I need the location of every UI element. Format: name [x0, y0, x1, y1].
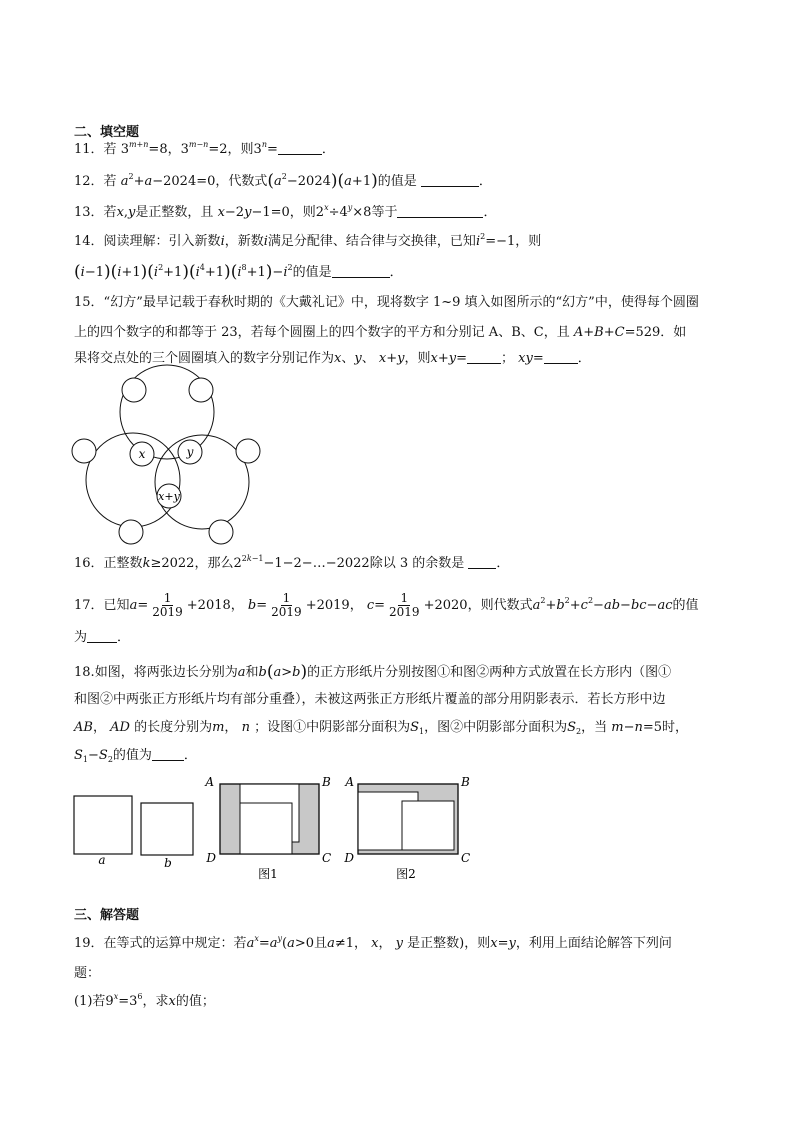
- label-x: x: [138, 447, 146, 461]
- label-b: b: [164, 856, 172, 870]
- node-right-outer: [236, 439, 260, 463]
- svg-text:B: B: [322, 775, 331, 789]
- question-14-line-1: 14．阅读理解：引入新数i，新数i满足分配律、结合律与交换律，已知$i^2=-1$，则: [74, 232, 542, 249]
- question-15-line-2: 上的四个数字的和都等于 23，若每个圆圈上的四个数字的平方和分别记 A、B、C，且 A+B+C=529．如: [74, 325, 687, 340]
- fig-1-caption: 图1: [258, 867, 278, 881]
- figure-2: [358, 784, 458, 854]
- question-17-line-1: 17．已知a= $\frac{1}{2019}$ +2018， b= $\frac{1}{2019}$ +2019， c= $\frac{1}{2019}$ +2020，则代数式$a^2+b^2+c^2-ab-bc-ac$的值: [74, 591, 699, 619]
- question-17-line-2: 为 ．: [74, 630, 131, 645]
- question-19-line-1: 19．在等式的运算中规定：若$a^x=a^y(a>0$且a≠1， x， y 是正整数)，则x=y，利用上面结论解答下列问: [74, 934, 672, 951]
- answer-blank[interactable]: [87, 630, 117, 643]
- answer-blank[interactable]: [544, 351, 578, 364]
- question-19-line-2: 题：: [74, 966, 101, 981]
- answer-blank[interactable]: [152, 748, 184, 761]
- square-b: [141, 803, 193, 855]
- question-19-line-3: (1)若$9^x=3^6$，求x的值；: [74, 992, 215, 1009]
- question-13: 13．若x,y是正整数，且 x−2y−1=0，则$2^x\div 4^y\times 8$等于 ．: [74, 203, 497, 220]
- node-top-left: [122, 378, 146, 402]
- section-title-answer: 三、解答题: [74, 908, 140, 923]
- question-18-line-2: 和图②中两张正方形纸片均有部分重叠），未被这两张正方形纸片覆盖的部分用阴影表示．若长方形中边: [74, 692, 666, 707]
- label-x-plus-y: x+y: [158, 490, 180, 503]
- fig-2-caption: 图2: [396, 867, 416, 881]
- node-left-outer: [72, 439, 96, 463]
- figure-1: [220, 784, 319, 854]
- section-title-fill-blank: 二、填空题: [74, 125, 140, 140]
- question-18-line-3: AB， AD 的长度分别为m， n ；设图①中阴影部分面积为$S_1$，图②中阴影部分面积为$S_2$，当 m−n=5时，: [74, 720, 689, 736]
- label-a: a: [98, 853, 106, 867]
- node-top-right: [189, 378, 213, 402]
- answer-blank[interactable]: [421, 174, 479, 187]
- question-14-line-2: $(i-1)(i+1)(i^2+1)(i^4+1)(i^8+1)-i^2$的值是 ．: [74, 262, 403, 282]
- node-right-bottom: [209, 520, 233, 544]
- question-11: 11．若 $3^{m+n}=8$，$3^{m-n}=2$，则$3^n=$ ．: [74, 140, 335, 157]
- svg-text:A: A: [345, 775, 354, 789]
- node-left-bottom: [119, 520, 143, 544]
- question-16: 16．正整数k≥2022，那么$2^{2k-1}-1-2-\dots-2022$除以 3 的余数是 ．: [74, 554, 510, 571]
- svg-text:C: C: [322, 851, 332, 865]
- answer-blank[interactable]: [467, 351, 501, 364]
- answer-blank[interactable]: [468, 556, 496, 569]
- question-15-line-1: 15．“幻方”最早记载于春秋时期的《大戴礼记》中，现将数字 1~9 填入如图所示的“幻方”中，使得每个圆圈: [74, 295, 699, 310]
- question-18-line-1: 18.如图，将两张边长分别为a和b(a>b)的正方形纸片分别按图①和图②两种方式放置在长方形内（图①: [74, 662, 672, 682]
- answer-blank[interactable]: [278, 142, 322, 155]
- answer-blank[interactable]: [332, 265, 390, 278]
- svg-text:D: D: [344, 851, 354, 865]
- svg-text:B: B: [461, 775, 470, 789]
- svg-text:A: A: [205, 775, 214, 789]
- square-a: [74, 796, 132, 854]
- svg-text:C: C: [461, 851, 471, 865]
- square-figures: [70, 772, 490, 882]
- label-y: y: [186, 445, 194, 459]
- question-12: 12．若 $a^2+a-2024=0$，代数式$(a^2-2024)(a+1)$的值是 ．: [74, 171, 492, 191]
- magic-circle-diagram: [70, 372, 270, 542]
- question-15-line-3: 果将交点处的三个圆圈填入的数字分别记作为x、y、 x+y，则x+y= ； xy= ．: [74, 351, 591, 366]
- question-18-line-4: $S_1-S_2$的值为 ．: [74, 748, 197, 764]
- answer-blank[interactable]: [397, 205, 483, 218]
- svg-text:D: D: [206, 851, 216, 865]
